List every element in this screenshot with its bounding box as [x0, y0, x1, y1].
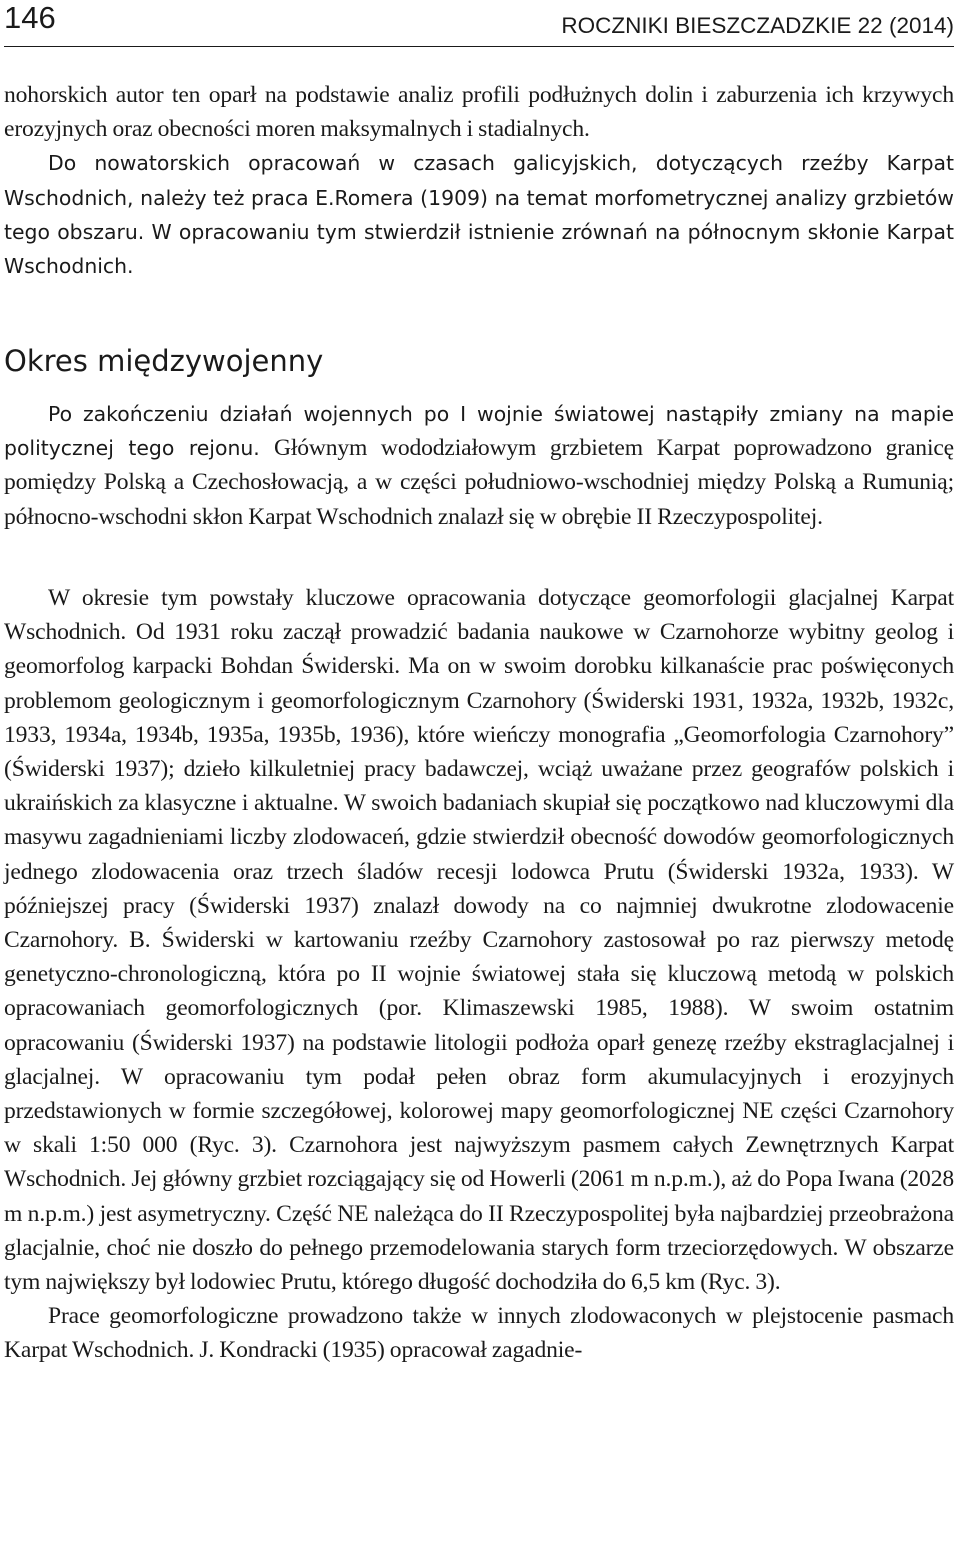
- page-number: 146: [4, 0, 56, 35]
- section-paragraph-1: [4, 397, 954, 534]
- paragraph-1-sans: Po zakończeniu działań wojennych po I wojnie światowej nastąpiły zmiany na mapie politycznej tego rejonu.: [4, 402, 954, 461]
- intro-text-sans: Do nowatorskich opracowań w czasach galicyjskich, dotyczących rzeźby Karpat Wschodnich, należy też praca E.Romera (1909) na temat morfometrycznej analizy grzbietów tego obszaru. W opracowaniu tym stwierdził istnienie zrównań na północnym skłonie Karpat Wschodnich.: [4, 151, 954, 279]
- intro-paragraph: [4, 78, 954, 283]
- paragraph-3-text: Prace geomorfologiczne prowadzono także w innych zlodowaconych w plejstocenie pasmach Karpat Wschodnich. J. Kondracki (1935) opracował zagadnie-: [4, 1303, 954, 1364]
- intro-text-serif: nohorskich autor ten oparł na podstawie analiz profili podłużnych dolin i zaburzenia ich krzywych erozyjnych oraz obecności moren maksymalnych i stadialnych.: [4, 82, 954, 143]
- running-title: ROCZNIKI BIESZCZADZKIE 22 (2014): [561, 13, 954, 38]
- page-header: [4, 0, 954, 46]
- section-paragraph-2: [4, 581, 954, 1368]
- header-rule: [4, 46, 954, 47]
- paragraph-1-serif: Głównym wododziałowym grzbietem Karpat poprowadzono granicę pomiędzy Polską a Czechosłowacją, a w części południowo-wschodniej między Polską a Rumunią; północno-wschodni skłon Karpat Wschodnich znalazł się w obrębie II Rzeczypospolitej.: [4, 435, 954, 530]
- paragraph-2-text: W okresie tym powstały kluczowe opracowania dotyczące geomorfologii glacjalnej Karpat Wschodnich. Od 1931 roku zaczął prowadzić badania naukowe w Czarnohorze wybitny geolog i geomorfolog karpacki Bohdan Świderski. Ma on w swoim dorobku kilkanaście prac poświęconych problemom geologicznym i geomorfologicznym Czarnohory (Świderski 1931, 1932a, 1932b, 1932c, 1933, 1934a, 1934b, 1935a, 1935b, 1936), które wieńczy monografia „Geomorfologia Czarnohory” (Świderski 1937); dzieło kilkuletniej pracy badawczej, wciąż uważane przez geografów polskich i ukraińskich za klasyczne i aktualne. W swoich badaniach skupiał się początkowo nad kluczowymi dla masywu zagadnieniami liczby zlodowaceń, gdzie stwierdził obecność dowodów geomorfologicznych jednego zlodowacenia oraz trzech śladów recesji lodowca Prutu (Świderski 1932a, 1933). W późniejszej pracy (Świderski 1937) znalazł dowody na co najmniej dwukrotne zlodowacenie Czarnohory. B. Świderski w kartowaniu rzeźby Czarnohory zastosował po raz pierwszy metodę genetyczno-chronologiczną, która po II wojnie światowej stała się kluczową metodą w polskich opracowaniach geomorfologicznych (por. Klimaszewski 1985, 1988). W swoim ostatnim opracowaniu (Świderski 1937) na podstawie litologii podłoża oparł genezę rzeźby ekstraglacjalnej i glacjalnej. W opracowaniu tym podał pełen obraz form akumulacyjnych i erozyjnych przedstawionych w formie szczegółowej, kolorowej mapy geomorfologicznej NE części Czarnohory w skali 1:50 000 (Ryc. 3). Czarnohora jest najwyższym pasmem całych Zewnętrznych Karpat Wschodnich. Jej główny grzbiet rozciągający się od Howerli (2061 m n.p.m.), aż do Popa Iwana (2028 m n.p.m.) jest asymetryczny. Część NE należąca do II Rzeczypospolitej była najbardziej przeobrażona glacjalnie, choć nie doszło do pełnego przemodelowania starych form trzeciorzędowych. W obszarze tym największy był lodowiec Prutu, którego długość dochodziła do 6,5 km (Ryc. 3).: [4, 585, 954, 1296]
- section-heading: Okres międzywojenny: [4, 344, 324, 378]
